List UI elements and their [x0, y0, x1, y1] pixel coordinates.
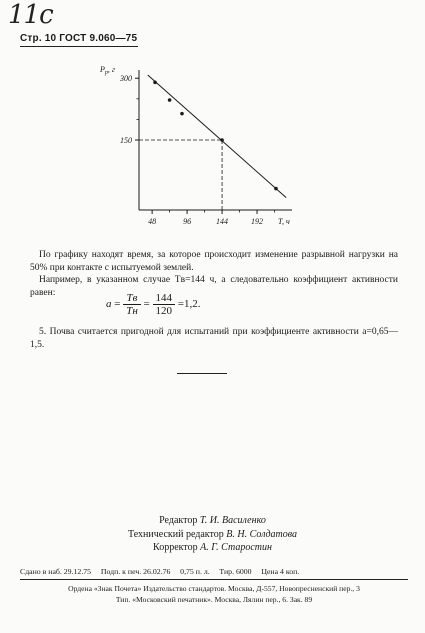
formula-equals: = [114, 298, 121, 311]
imprint-publisher [20, 584, 408, 605]
formula-result: =1,2. [177, 298, 201, 311]
corrector-name: А. Г. Старостин [200, 542, 272, 553]
y-tick-label: 150 [120, 136, 132, 145]
formula-numerator-1: Tв [123, 292, 141, 305]
y-axis-label-unit: , г [107, 65, 115, 74]
corrector-line [0, 541, 425, 555]
chart-labels [99, 65, 290, 226]
formula-denominator-2: 120 [155, 305, 173, 317]
chart-axes [135, 70, 292, 214]
paragraph-3: 5. Почва считается пригодной для испытаний при коэффициенте активности a=0,65—1,5. [30, 327, 398, 350]
data-point [168, 98, 172, 102]
activity-formula [106, 292, 200, 317]
y-axis-label-sub: р [104, 70, 108, 76]
formula-equals-2: = [143, 298, 150, 311]
section-divider [177, 373, 227, 374]
data-point [220, 138, 224, 142]
x-tick-label: 96 [183, 217, 192, 226]
data-point [180, 112, 184, 116]
imprint-rule [20, 579, 408, 580]
tech-editor-role: Технический редактор [128, 528, 224, 540]
fit-line [148, 75, 286, 198]
formula-fraction-1 [123, 292, 141, 317]
data-point [274, 187, 278, 191]
chart-guides [139, 140, 222, 210]
editor-line [0, 514, 425, 528]
page-header: Стр. 10 ГОСТ 9.060—75 [20, 33, 138, 44]
tech-editor-line [0, 528, 425, 542]
corrector-role: Корректор [153, 542, 198, 553]
paragraph-2: Например, в указанном случае Tв=144 ч, а следовательно коэффициент активности равен: [30, 275, 398, 298]
formula-numerator-2: 144 [153, 292, 176, 305]
x-tick-label: 192 [251, 217, 264, 226]
x-tick-label: 48 [148, 217, 157, 226]
handwritten-page-mark: 11с [8, 0, 53, 30]
data-point [153, 81, 157, 85]
editor-role: Редактор [159, 515, 198, 526]
formula-fraction-2 [153, 292, 176, 317]
tech-editor-name: В. Н. Солдатова [226, 528, 297, 540]
imprint-print-data: Сдано в наб. 29.12.75 Подп. к печ. 26.02.76 0,75 п. л. Тир. 6000 Цена 4 коп. [20, 567, 300, 576]
editor-name: Т. И. Василенко [199, 515, 266, 526]
formula-denominator-1: Tн [126, 305, 138, 317]
y-tick-label: 300 [120, 74, 132, 84]
x-axis-label: Т, ч [278, 217, 290, 226]
x-tick-label: 144 [216, 217, 229, 226]
activity-chart [0, 0, 425, 240]
editors-block [0, 514, 425, 555]
y-axis-label: $Р_р$, г [99, 65, 115, 76]
imprint-publisher-line: Ордена «Знак Почета» Издательство стандартов. Москва, Д-557, Новопресненский пер., 3 [68, 584, 360, 593]
paragraph-1: По графику находят время, за которое происходит изменение разрывной нагрузки на 50% при контакте с испытуемой землей. [30, 250, 398, 273]
imprint-printer-line: Тип. «Московский печатник». Москва, Лялин пер., 6. Зак. 89 [115, 594, 313, 604]
chart-fit-line [148, 75, 286, 198]
formula-lhs: a [106, 298, 112, 311]
